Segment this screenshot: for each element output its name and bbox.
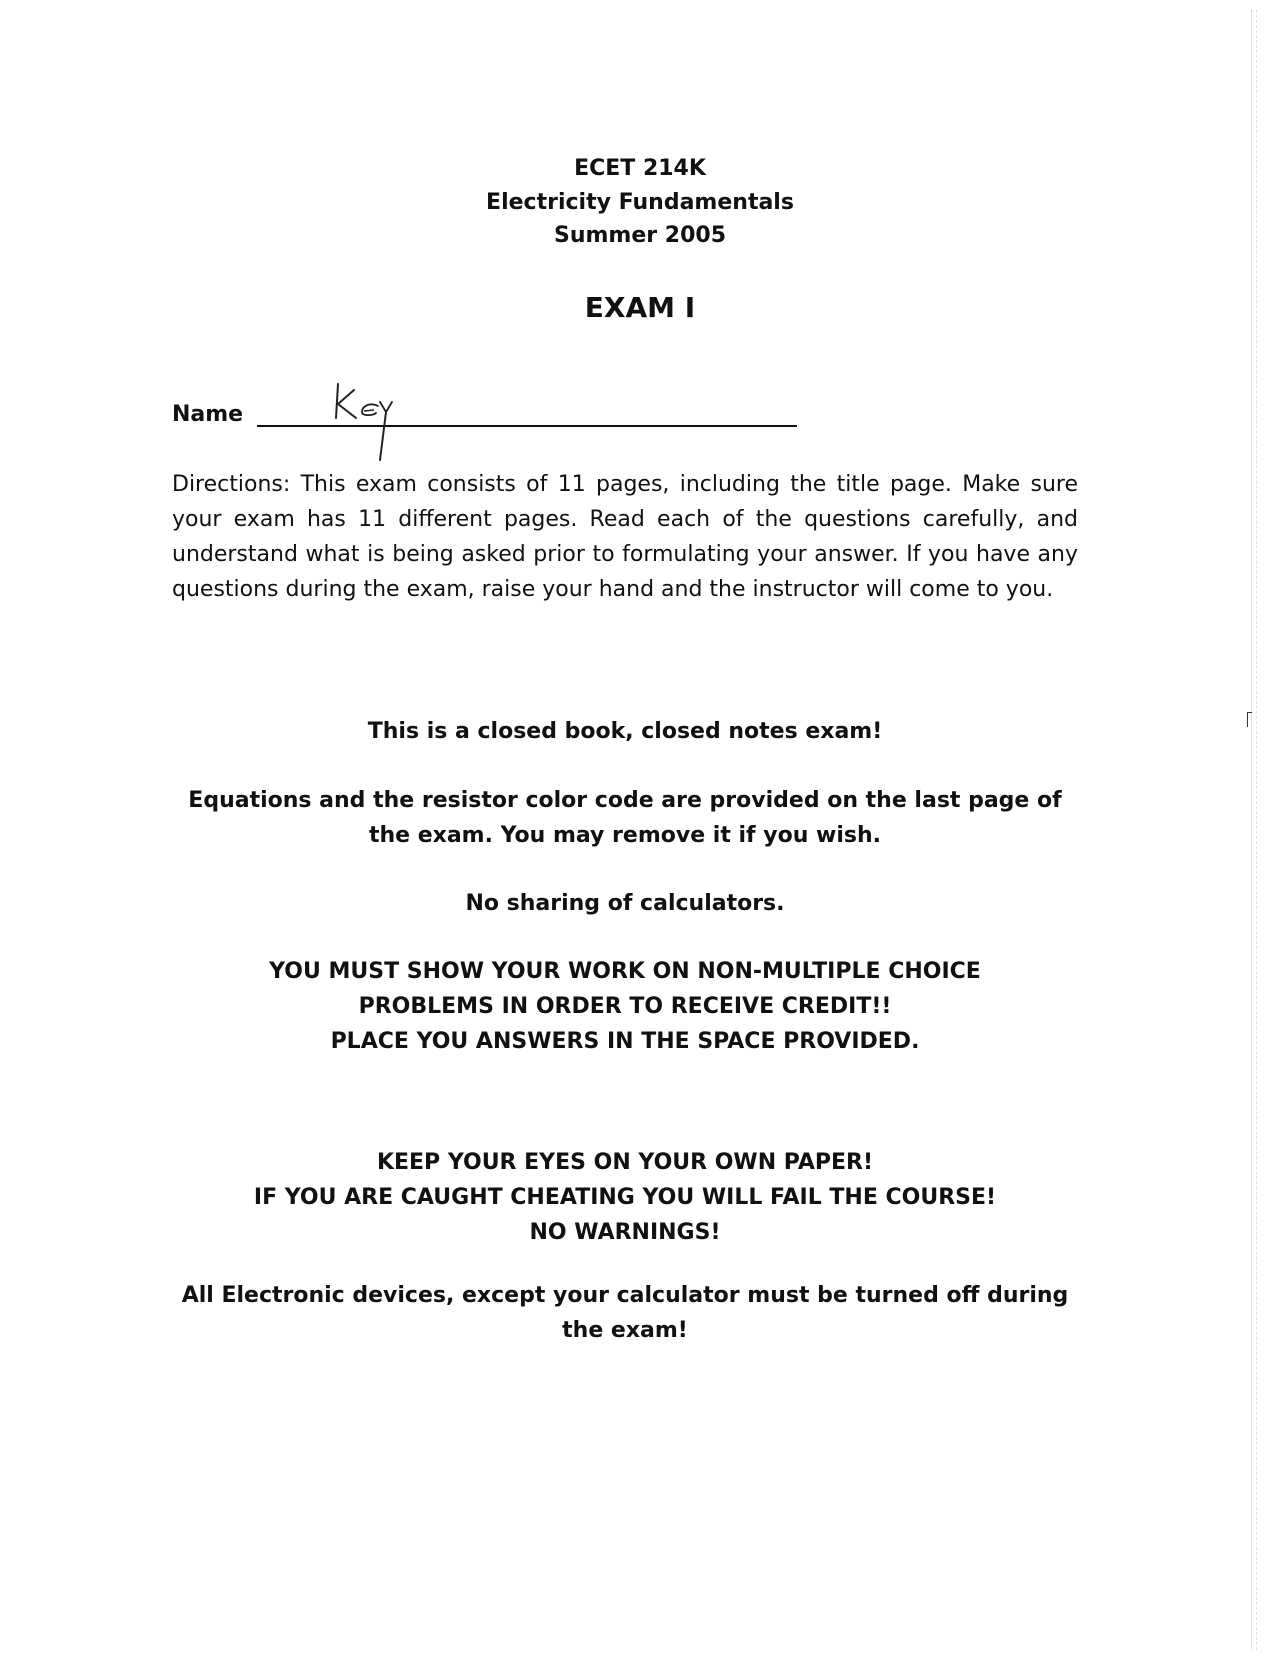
course-title: Electricity Fundamentals: [486, 190, 794, 215]
handwritten-key-signature: [330, 380, 400, 464]
course-code: ECET 214K: [574, 156, 706, 181]
electronic-devices-notice: All Electronic devices, except your calculator must be turned off during the exam!: [181, 1283, 1069, 1343]
calculators-notice: No sharing of calculators.: [465, 891, 785, 916]
show-work-line: YOU MUST SHOW YOUR WORK ON NON-MULTIPLE CHOICE: [269, 959, 981, 984]
scan-edge-artifact-inner: [1256, 10, 1267, 1650]
show-work-notice: [172, 954, 1078, 1059]
show-work-line: PLACE YOU ANSWERS IN THE SPACE PROVIDED.: [330, 1029, 920, 1054]
course-term: Summer 2005: [553, 223, 726, 248]
cheating-warning-line: IF YOU ARE CAUGHT CHEATING YOU WILL FAIL THE COURSE!: [253, 1185, 997, 1210]
show-work-line: PROBLEMS IN ORDER TO RECEIVE CREDIT!!: [358, 994, 892, 1019]
exam-title: EXAM I: [584, 291, 696, 324]
cheating-warning: [172, 1145, 1078, 1250]
equations-notice: Equations and the resistor color code are provided on the last page of the exam. You may remove it if you wish.: [188, 788, 1062, 848]
closed-book-notice: This is a closed book, closed notes exam!: [367, 719, 883, 744]
name-label: Name: [172, 402, 244, 427]
directions-text: Directions: This exam consists of 11 pages, including the title page. Make sure your exam has 11 different pages. Read each of the questions carefully, and understand what is being asked prior to formulating your answer. If you have any questions during the exam, raise your hand and the instructor will come to you.: [172, 472, 1078, 602]
scan-tick-mark: [1247, 712, 1252, 727]
cheating-warning-line: NO WARNINGS!: [529, 1220, 721, 1245]
cheating-warning-line: KEEP YOUR EYES ON YOUR OWN PAPER!: [376, 1150, 874, 1175]
